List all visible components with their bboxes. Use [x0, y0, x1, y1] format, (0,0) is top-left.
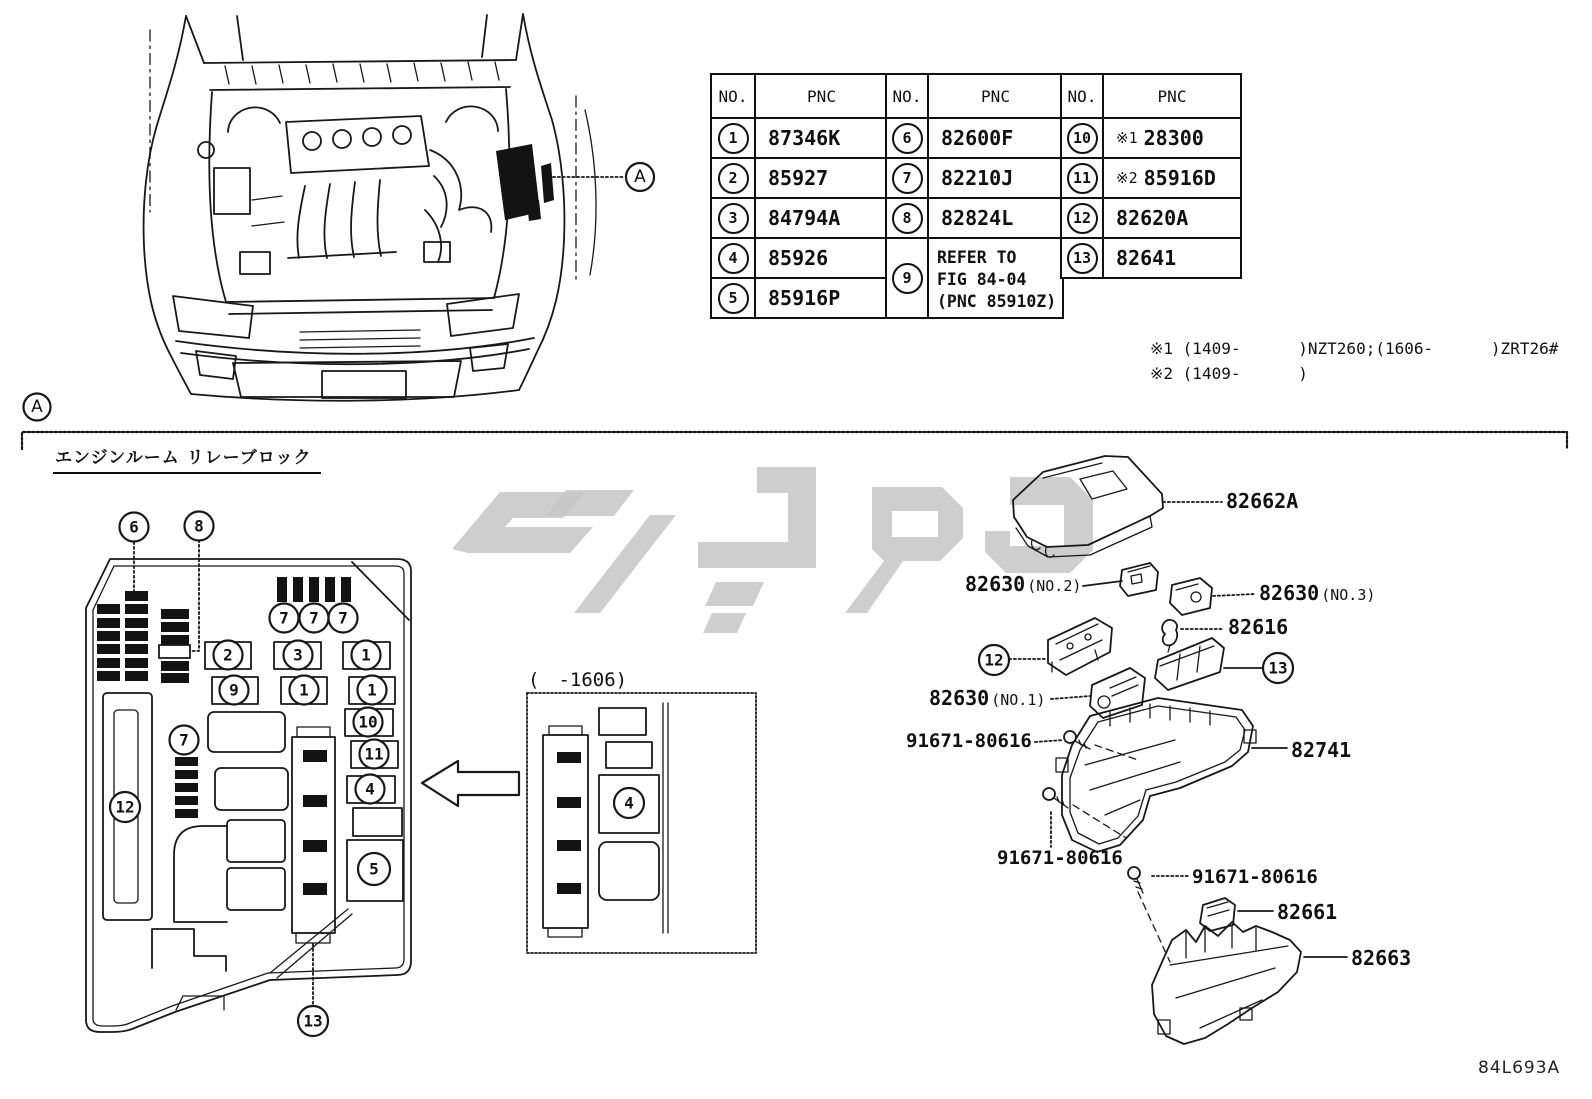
section-title: エンジンルーム リレーブロック: [53, 448, 321, 474]
part-relay-82630-no3: [1170, 578, 1212, 615]
part-number-suffix: (NO.1): [991, 691, 1046, 709]
bolt3-axis: [1138, 892, 1170, 962]
row-number-badge: 3: [718, 203, 749, 234]
callout-13: 13: [303, 1011, 323, 1031]
label-82630-no2: [965, 572, 1081, 596]
col-header-no: NO.: [892, 86, 922, 106]
table-row-no: [712, 277, 754, 317]
row-number-badge: 5: [718, 283, 749, 314]
leader-82630-no3: [1213, 594, 1255, 596]
inset-variant-box: [422, 693, 756, 953]
callout-5: 5: [369, 859, 379, 879]
callout-8: 8: [194, 516, 204, 536]
parts-table-group-1: [710, 73, 889, 319]
view-a-callout-label: A: [634, 167, 646, 187]
label-bolt-1: [906, 730, 1032, 752]
refer-line: (PNC 85910Z): [937, 292, 1057, 311]
leader-82630-no1: [1051, 696, 1090, 699]
row-number-badge: 2: [718, 163, 749, 194]
part-number: 91671-80616: [997, 847, 1123, 869]
label-82741: [1291, 738, 1351, 762]
section-divider: [22, 394, 1567, 450]
refer-line: REFER TO: [937, 248, 1017, 267]
table-row-no: [1062, 237, 1102, 277]
variant-note-1: ※1 (1409- )NZT260;(1606- )ZRT26#: [1150, 339, 1559, 358]
pnc-value: 85916D: [1143, 166, 1216, 190]
table-row-no: [712, 157, 754, 197]
table-row-pnc: [1102, 117, 1240, 157]
table-row-no: [1062, 197, 1102, 237]
part-case-82741: [1056, 698, 1256, 852]
bolt-2: [1043, 788, 1068, 808]
exploded-callout-12: 12: [984, 650, 1004, 670]
table-row-pnc: 82824L: [927, 197, 1062, 237]
hatched-fuse-slot: [159, 645, 190, 658]
part-lower-cover-82663: [1152, 922, 1301, 1044]
part-number: 82616: [1228, 615, 1289, 639]
row-number-badge: 8: [892, 203, 923, 234]
part-clip-82616: [1162, 620, 1177, 652]
exploded-callout-13: 13: [1268, 658, 1288, 678]
figure-code: 84L693A: [1478, 1058, 1561, 1078]
callout-8-leader: [190, 540, 199, 651]
label-82663: [1351, 946, 1411, 970]
table-row-pnc: 82210J: [927, 157, 1062, 197]
part-relay-bracket-12: [1048, 618, 1112, 675]
callout-4: 4: [365, 779, 375, 799]
leader-82630-no2: [1083, 581, 1122, 586]
table-row-no: [887, 197, 927, 237]
part-relay-82630-no1: [1090, 668, 1145, 718]
inset-callout-4: 4: [624, 793, 634, 813]
pnc-variant-mark: ※2: [1116, 169, 1138, 187]
row-number-badge: 13: [1067, 243, 1098, 274]
relay-block-highlight: [496, 144, 554, 221]
callout-7d: 7: [179, 730, 189, 750]
table-row-pnc: 82641: [1102, 237, 1240, 277]
label-82630-no3: [1259, 581, 1375, 605]
refer-line: FIG 84-04: [937, 270, 1027, 289]
pnc-value: 28300: [1143, 126, 1204, 150]
table-row-pnc: 87346K: [754, 117, 887, 157]
label-82661: [1277, 900, 1337, 924]
watermark-logo: [452, 467, 1093, 633]
row-number-badge: 4: [718, 243, 749, 274]
table-row-pnc: 84794A: [754, 197, 887, 237]
table-row-pnc: 82620A: [1102, 197, 1240, 237]
part-number-suffix: (NO.3): [1321, 586, 1376, 604]
part-number: 82663: [1351, 946, 1412, 970]
table-row-no: [712, 197, 754, 237]
part-number: 91671-80616: [906, 730, 1032, 752]
table-row-no: [887, 117, 927, 157]
callout-1a: 1: [361, 645, 371, 665]
callout-10: 10: [358, 712, 378, 732]
row-number-badge: 10: [1067, 123, 1098, 154]
callout-7c: 7: [338, 608, 348, 628]
table-row-pnc: 82600F: [927, 117, 1062, 157]
part-number: 82630: [1259, 581, 1320, 605]
bolt-3: [1128, 867, 1143, 893]
part-number: 82630: [929, 686, 990, 710]
table-row-pnc: 85927: [754, 157, 887, 197]
section-a-marker-label: A: [31, 397, 43, 417]
callout-6: 6: [129, 517, 139, 537]
part-relay-block-13: [1155, 638, 1224, 690]
fusebox-top-view: [86, 512, 411, 1037]
row-number-badge: 11: [1067, 163, 1098, 194]
callout-1c: 1: [367, 680, 377, 700]
label-bolt-3: [1192, 866, 1318, 888]
inset-arrow: [422, 761, 519, 806]
parts-table-group-3: [1060, 73, 1242, 279]
row-number-badge: 1: [718, 123, 749, 154]
part-number: 82741: [1291, 738, 1352, 762]
col-header-no: NO.: [1067, 86, 1097, 106]
callout-11: 11: [364, 744, 384, 764]
col-header-pnc: PNC: [1102, 75, 1240, 117]
leader-bolt1: [1035, 740, 1063, 742]
part-number: 82662A: [1226, 489, 1299, 513]
table-row-no: [1062, 157, 1102, 197]
callout-7a: 7: [279, 608, 289, 628]
row-number-badge: 7: [892, 163, 923, 194]
callout-2: 2: [223, 645, 233, 665]
row-number-badge: 9: [892, 263, 923, 294]
part-relay-82630-no2: [1120, 563, 1158, 596]
part-number: 91671-80616: [1192, 866, 1318, 888]
label-bolt-2: [997, 847, 1123, 869]
table-row-no: [887, 157, 927, 197]
label-82616: [1228, 615, 1288, 639]
section-title-wrap: [53, 443, 321, 468]
table-row-pnc: [1102, 157, 1240, 197]
part-number-suffix: (NO.2): [1027, 577, 1082, 595]
table-row-no: [887, 237, 927, 317]
part-number: 82661: [1277, 900, 1338, 924]
car-engine-bay-sketch: [144, 14, 654, 401]
table-row-pnc-refer: [927, 237, 1062, 317]
table-row-no: [712, 117, 754, 157]
col-header-no: NO.: [718, 86, 748, 106]
label-82662a: [1226, 489, 1298, 513]
inset-caption: ( -1606): [528, 669, 628, 691]
col-header-pnc: PNC: [754, 75, 887, 117]
callout-1b: 1: [299, 680, 309, 700]
table-row-no: [1062, 117, 1102, 157]
row-number-badge: 6: [892, 123, 923, 154]
pnc-variant-mark: ※1: [1116, 129, 1138, 147]
callout-9: 9: [229, 680, 239, 700]
row-number-badge: 12: [1067, 203, 1098, 234]
table-row-no: [712, 237, 754, 277]
parts-table-group-2: [885, 73, 1064, 319]
main-relay-bar: [292, 727, 335, 943]
label-82630-no1: [929, 686, 1045, 710]
table-row-pnc: 85916P: [754, 277, 887, 317]
col-header-pnc: PNC: [927, 75, 1062, 117]
callout-7b: 7: [309, 608, 319, 628]
part-number: 82630: [965, 572, 1026, 596]
table-row-pnc: 85926: [754, 237, 887, 277]
callout-3: 3: [293, 645, 303, 665]
callout-12: 12: [115, 797, 135, 817]
variant-note-2: ※2 (1409- ): [1150, 364, 1308, 383]
